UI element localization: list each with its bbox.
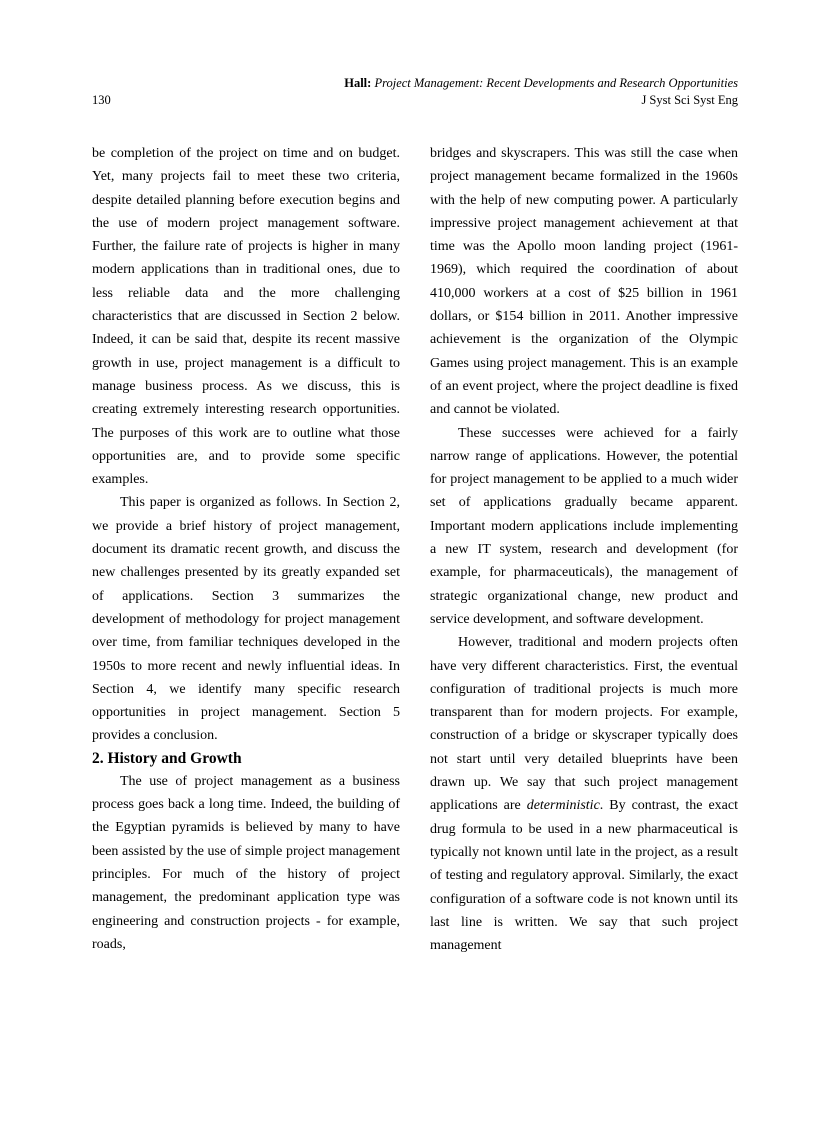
running-head xyxy=(92,76,738,91)
paragraph: The use of project management as a business process goes back a long time. Indeed, the building of the Egyptian pyramids is believed by many to have been assisted by the use of simple project management principles. For much of the history of project management, the predominant application type was engineering and construction projects - for example, roads, xyxy=(92,773,400,952)
paragraph: This paper is organized as follows. In Section 2, we provide a brief history of project management, document its dramatic recent growth, and discuss the new challenges presented by its greatly expanded set of applications. Section 3 summarizes the development of methodology for project management over time, from familiar techniques developed in the 1950s to more recent and newly influential ideas. In Section 4, we identify many specific research opportunities in project management. Section 5 provides a conclusion. xyxy=(92,495,400,744)
paragraph xyxy=(430,631,738,957)
paragraph: be completion of the project on time and on budget. Yet, many projects fail to meet these two criteria, despite detailed planning before execution begins and the use of modern project management software. Further, the failure rate of projects is higher in many modern applications than in traditional ones, due to less reliable data and the more challenging characteristics that are discussed in Section 2 below. Indeed, it can be said that, despite its recent massive growth in use, project management is a difficult to manage business process. As we discuss, this is creating extremely interesting research opportunities. The purposes of this work are to outline what those opportunities are, and to provide some specific examples. xyxy=(92,146,400,488)
two-column-body xyxy=(92,142,738,957)
right-column xyxy=(430,142,738,957)
italic-term: deterministic xyxy=(526,798,600,814)
journal-name: J Syst Sci Syst Eng xyxy=(641,93,738,107)
page-number: 130 xyxy=(92,93,111,107)
page-header xyxy=(92,76,738,108)
paragraph-text: However, traditional and modern projects often have very different characteristics. First, the eventual configuration of traditional projects is much more transparent than for modern projects. For example, construction of a bridge or skyscraper typically does not start until very detailed blueprints have been drawn up. We say that such project management applications are xyxy=(430,635,738,814)
header-second-line xyxy=(92,93,738,108)
section-heading: 2. History and Growth xyxy=(92,749,242,767)
left-column xyxy=(92,142,400,957)
paragraph: These successes were achieved for a fairly narrow range of applications. However, the potential for project management to be applied to a much wider set of applications gradually became apparent. Important modern applications include implementing a new IT system, research and development (for example, for pharmaceuticals), the management of strategic organizational change, new product and service development, and software development. xyxy=(430,425,738,627)
running-head-title: Project Management: Recent Developments and Research Opportunities xyxy=(374,76,738,90)
paragraph: bridges and skyscrapers. This was still the case when project management became formalized in the 1960s with the help of new computing power. A particularly impressive project management achievement at that time was the Apollo moon landing project (1961-1969), which required the coordination of about 410,000 workers at a cost of $25 billion in 1961 dollars, or $154 billion in 2011. Another impressive achievement is the organization of the Olympic Games using project management. This is an example of an event project, where the project deadline is fixed and cannot be violated. xyxy=(430,146,738,418)
paragraph-text: . By contrast, the exact drug formula to be used in a new pharmaceutical is typically not known until late in the project, as a result of testing and regulatory approval. Similarly, the exact configuration of a software code is not known until its last line is written. We say that such project management xyxy=(430,798,738,954)
running-head-author: Hall: xyxy=(344,76,375,90)
